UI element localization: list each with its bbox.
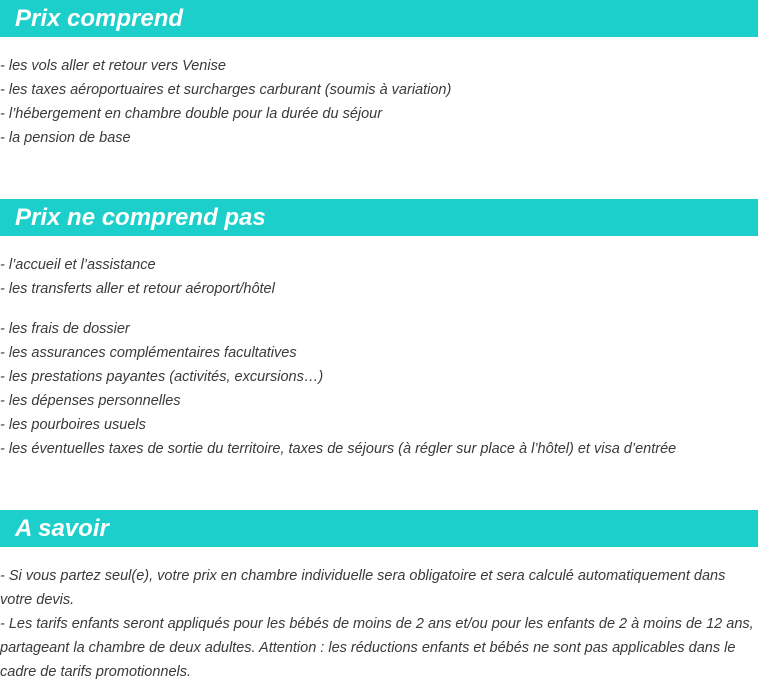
excluded-item-insurance: - les assurances complémentaires facultatives — [0, 345, 297, 361]
section-title-info: A savoir — [15, 514, 109, 542]
included-item-accommodation: - l’hébergement en chambre double pour la durée du séjour — [0, 106, 383, 122]
excluded-item-personal-expenses: - les dépenses personnelles — [0, 393, 181, 409]
excluded-item-welcome: - l’accueil et l’assistance — [0, 257, 156, 273]
excluded-item-fees: - les frais de dossier — [0, 321, 130, 337]
included-item-board: - la pension de base — [0, 130, 131, 146]
excluded-item-paid-services: - les prestations payantes (activités, excursions…) — [0, 369, 324, 385]
section-title-included: Prix comprend — [15, 4, 184, 32]
excluded-list-group1 — [0, 253, 758, 301]
included-item-flights: - les vols aller et retour vers Venise — [0, 58, 226, 74]
included-item-taxes: - les taxes aéroportuaires et surcharges carburant (soumis à variation) — [0, 82, 452, 98]
section-title-excluded: Prix ne comprend pas — [15, 203, 266, 231]
excluded-item-tips: - les pourboires usuels — [0, 417, 146, 433]
info-paragraph-single-room: - Si vous partez seul(e), votre prix en chambre individuelle sera obligatoire et sera calculé automatiquement dans votre devis. — [0, 568, 726, 608]
section-header-info — [0, 510, 758, 547]
excluded-item-taxes-visa: - les éventuelles taxes de sortie du territoire, taxes de séjours (à régler sur place à l’hôtel) et visa d’entrée — [0, 441, 677, 457]
section-header-excluded — [0, 199, 758, 236]
info-paragraph-child-rates: - Les tarifs enfants seront appliqués pour les bébés de moins de 2 ans et/ou pour les enfants de 2 à moins de 12 ans, partageant la chambre de deux adultes. Attention : les réductions enfants et bébés ne sont pas applicables dans le cadre de tarifs promotionnels. — [0, 616, 754, 680]
section-header-included — [0, 0, 758, 37]
excluded-list-group2 — [0, 317, 758, 461]
excluded-item-transfers: - les transferts aller et retour aéroport/hôtel — [0, 281, 275, 297]
included-list — [0, 54, 758, 150]
